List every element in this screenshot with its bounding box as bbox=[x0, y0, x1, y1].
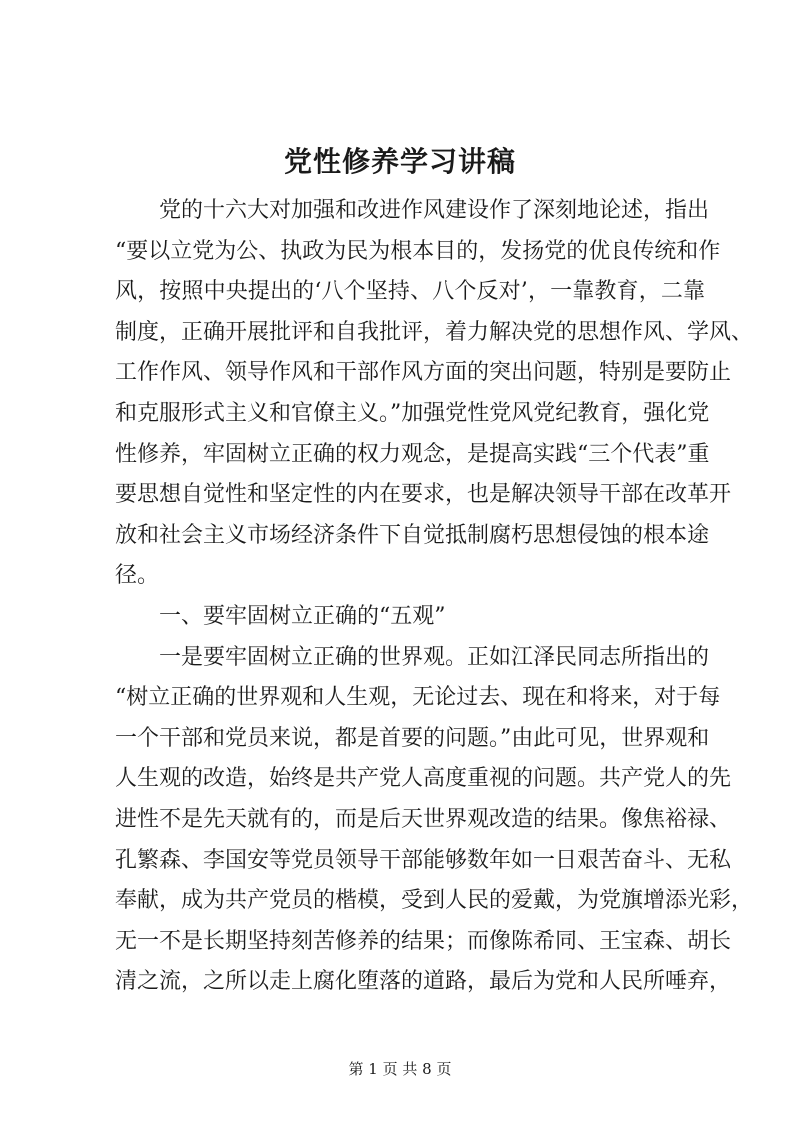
page-footer: 第 1 页 共 8 页 bbox=[348, 1060, 452, 1078]
text-line: 一个干部和党员来说，都是首要的问题。”由此可见，世界观和 bbox=[115, 725, 710, 751]
document-title: 党性修养学习讲稿 bbox=[283, 145, 516, 178]
text-line: 奉献，成为共产党员的楷模，受到人民的爱戴，为党旗增添光彩， bbox=[115, 888, 754, 914]
text-line: 人生观的改造，始终是共产党人高度重视的问题。共产党人的先 bbox=[115, 766, 732, 792]
text-line: 要思想自觉性和坚定性的内在要求，也是解决领导干部在改革开 bbox=[115, 482, 732, 508]
text-line: 无一不是长期坚持刻苦修养的结果；而像陈希同、王宝森、胡长 bbox=[115, 928, 732, 954]
section-heading: 一、要牢固树立正确的“五观” bbox=[159, 603, 446, 629]
document-body bbox=[115, 191, 754, 1003]
text-line: 孔繁森、李国安等党员领导干部能够数年如一日艰苦奋斗、无私 bbox=[115, 847, 732, 873]
text-line: 风，按照中央提出的‘八个坚持、八个反对’，一靠教育，二靠 bbox=[115, 279, 705, 305]
text-line: 进性不是先天就有的，而是后天世界观改造的结果。像焦裕禄、 bbox=[115, 806, 732, 832]
text-line: 性修养，牢固树立正确的权力观念，是提高实践“三个代表”重 bbox=[115, 441, 710, 467]
text-line: 放和社会主义市场经济条件下自觉抵制腐朽思想侵蚀的根本途 bbox=[115, 522, 710, 548]
text-line: 一是要牢固树立正确的世界观。正如江泽民同志所指出的 bbox=[159, 644, 710, 670]
text-line: 制度，正确开展批评和自我批评，着力解决党的思想作风、学风、 bbox=[115, 319, 754, 345]
text-line: 党的十六大对加强和改进作风建设作了深刻地论述，指出 bbox=[159, 198, 710, 223]
text-line: “树立正确的世界观和人生观，无论过去、现在和将来，对于每 bbox=[115, 685, 721, 711]
text-line: 工作作风、领导作风和干部作风方面的突出问题，特别是要防止 bbox=[115, 360, 732, 386]
text-line: 清之流，之所以走上腐化堕落的道路，最后为党和人民所唾弃， bbox=[115, 969, 732, 995]
text-line: 径。 bbox=[115, 563, 160, 589]
text-line: “要以立党为公、执政为民为根本目的，发扬党的优良传统和作 bbox=[115, 238, 721, 264]
text-line: 和克服形式主义和官僚主义。”加强党性党风党纪教育，强化党 bbox=[115, 400, 710, 426]
